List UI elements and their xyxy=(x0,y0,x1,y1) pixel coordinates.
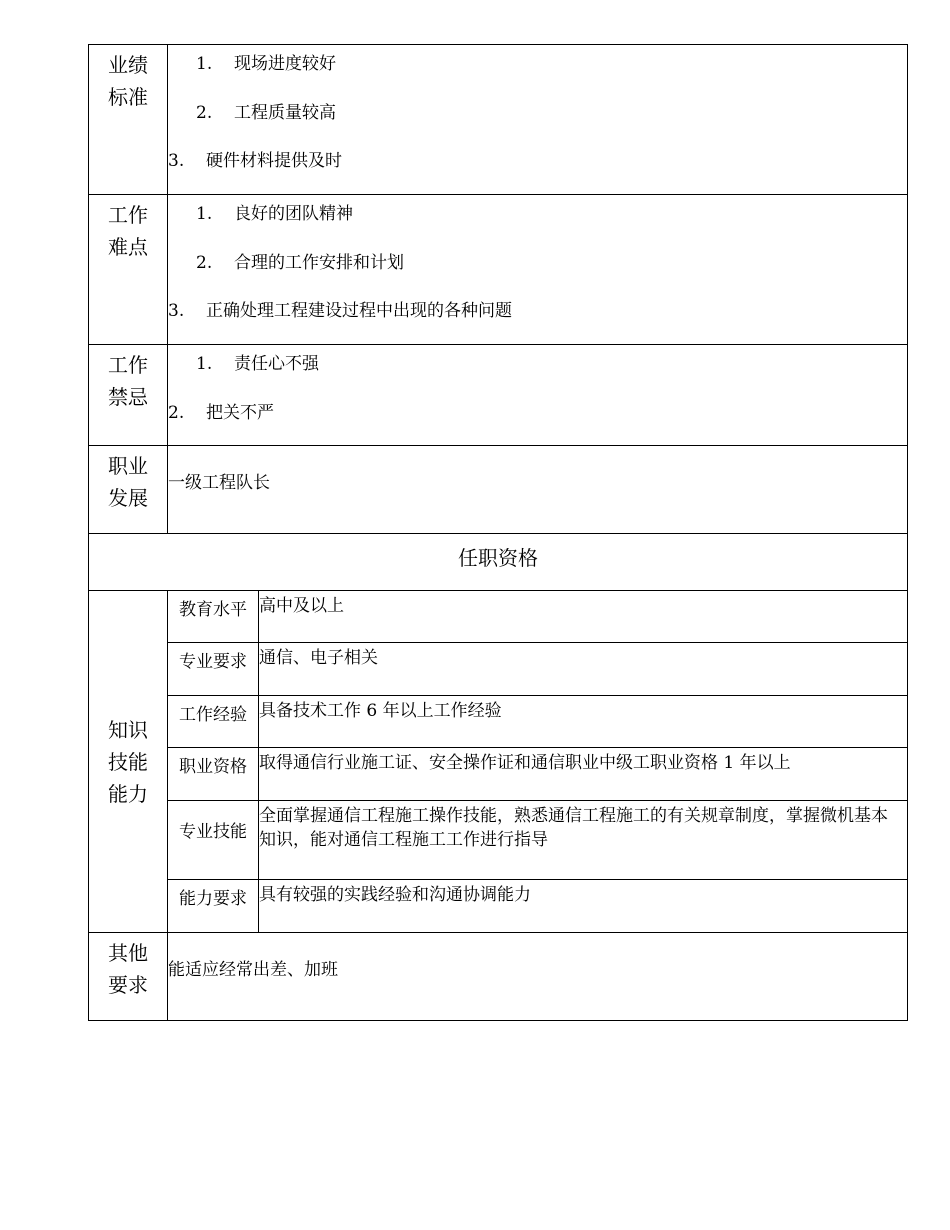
knowledge-row-value xyxy=(259,880,908,933)
career-row xyxy=(89,446,908,534)
other-row xyxy=(89,933,908,1021)
difficulty-row xyxy=(89,195,908,345)
item-text: 责任心不强 xyxy=(234,354,319,374)
knowledge-row-value xyxy=(259,801,908,880)
row-value-text: 具备技术工作 6 年以上工作经验 xyxy=(259,701,502,721)
item-number: 2. xyxy=(196,103,213,123)
performance-label xyxy=(89,45,168,195)
qualification-header-text: 任职资格 xyxy=(458,546,538,570)
row-name-text: 能力要求 xyxy=(179,889,247,909)
knowledge-row xyxy=(89,696,908,748)
row-value-text: 具有较强的实践经验和沟通协调能力 xyxy=(259,885,531,905)
knowledge-row xyxy=(89,591,908,643)
knowledge-row-value xyxy=(259,591,908,643)
knowledge-row-value xyxy=(259,696,908,748)
knowledge-row-name xyxy=(168,591,259,643)
row-value-text: 全面掌握通信工程施工操作技能，熟悉通信工程施工的有关规章制度，掌握微机基本知识，能对通信工程施工工作进行指导 xyxy=(259,806,888,850)
knowledge-row-name xyxy=(168,643,259,696)
row-name-text: 专业技能 xyxy=(179,822,247,842)
qualification-header xyxy=(89,534,908,591)
row-value-text: 取得通信行业施工证、安全操作证和通信职业中级工职业资格 1 年以上 xyxy=(259,753,791,773)
difficulty-item xyxy=(168,296,512,321)
row-value-text: 通信、电子相关 xyxy=(259,648,378,668)
job-description-table xyxy=(88,44,908,1021)
knowledge-row-name xyxy=(168,748,259,801)
knowledge-row-name xyxy=(168,696,259,748)
row-name-text: 职业资格 xyxy=(179,757,247,777)
other-label xyxy=(89,933,168,1021)
difficulty-content xyxy=(168,195,908,345)
career-label xyxy=(89,446,168,534)
taboo-row xyxy=(89,345,908,446)
knowledge-row-name xyxy=(168,880,259,933)
row-name-text: 工作经验 xyxy=(179,705,247,725)
taboo-item xyxy=(168,398,274,423)
career-content xyxy=(168,446,908,534)
item-number: 1. xyxy=(196,204,213,224)
item-number: 3. xyxy=(168,151,185,171)
career-label-text: 职业发展 xyxy=(108,454,148,510)
other-content xyxy=(168,933,908,1021)
knowledge-row xyxy=(89,880,908,933)
item-number: 1. xyxy=(196,54,213,74)
performance-row xyxy=(89,45,908,195)
taboo-label xyxy=(89,345,168,446)
knowledge-row-name xyxy=(168,801,259,880)
knowledge-row-value xyxy=(259,748,908,801)
knowledge-row xyxy=(89,801,908,880)
item-number: 3. xyxy=(168,301,185,321)
knowledge-row xyxy=(89,748,908,801)
item-text: 硬件材料提供及时 xyxy=(206,151,342,171)
item-text: 把关不严 xyxy=(206,403,274,423)
other-text: 能适应经常出差、加班 xyxy=(168,960,338,980)
taboo-item xyxy=(196,349,319,374)
difficulty-label xyxy=(89,195,168,345)
performance-label-text: 业绩标准 xyxy=(108,53,148,109)
performance-item xyxy=(168,146,342,171)
item-number: 2. xyxy=(168,403,185,423)
performance-item xyxy=(196,98,336,123)
knowledge-row xyxy=(89,643,908,696)
performance-content xyxy=(168,45,908,195)
qualification-header-row xyxy=(89,534,908,591)
other-label-text: 其他要求 xyxy=(108,941,148,997)
row-name-text: 专业要求 xyxy=(179,652,247,672)
taboo-label-text: 工作禁忌 xyxy=(108,353,148,409)
performance-item xyxy=(196,49,336,74)
item-text: 良好的团队精神 xyxy=(234,204,353,224)
item-text: 现场进度较好 xyxy=(234,54,336,74)
item-number: 2. xyxy=(196,253,213,273)
difficulty-label-text: 工作难点 xyxy=(108,203,148,259)
item-number: 1. xyxy=(196,354,213,374)
row-name-text: 教育水平 xyxy=(179,600,247,620)
item-text: 合理的工作安排和计划 xyxy=(234,253,404,273)
difficulty-item xyxy=(196,248,404,273)
row-value-text: 高中及以上 xyxy=(259,596,344,616)
taboo-content xyxy=(168,345,908,446)
knowledge-label-text: 知识技能能力 xyxy=(108,717,148,806)
item-text: 工程质量较高 xyxy=(234,103,336,123)
career-text: 一级工程队长 xyxy=(168,473,270,493)
knowledge-label xyxy=(89,591,168,933)
item-text: 正确处理工程建设过程中出现的各种问题 xyxy=(206,301,512,321)
difficulty-item xyxy=(196,199,353,224)
knowledge-row-value xyxy=(259,643,908,696)
